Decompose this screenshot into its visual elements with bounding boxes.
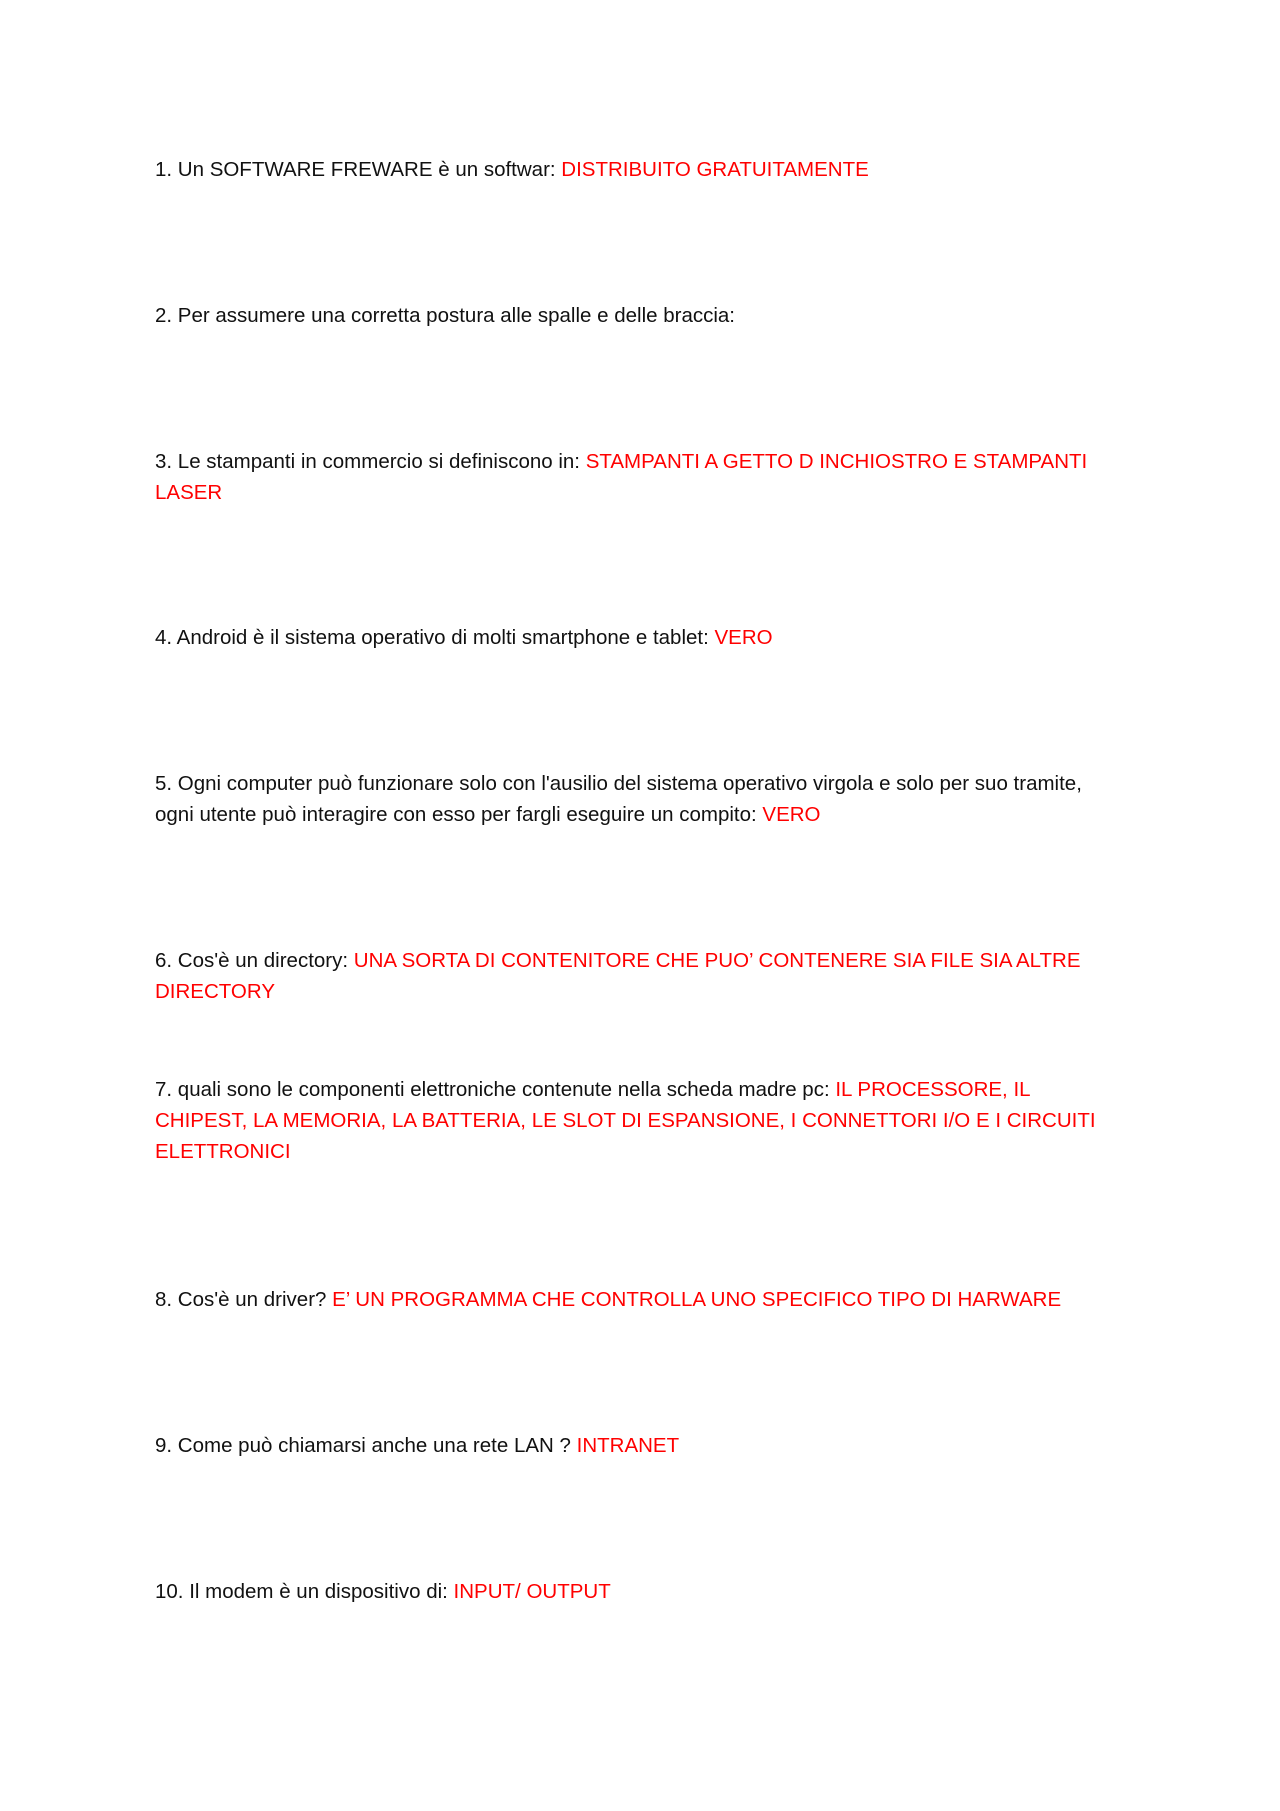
answer-1-text: DISTRIBUITO GRATUITAMENTE bbox=[561, 158, 869, 181]
question-2-text: 2. Per assumere una corretta postura alle spalle e delle braccia: bbox=[155, 304, 736, 327]
answer-4-text: VERO bbox=[714, 626, 773, 649]
question-8 bbox=[155, 1284, 1105, 1315]
question-5 bbox=[155, 768, 1105, 830]
question-9-text: 9. Come può chiamarsi anche una rete LAN ? bbox=[155, 1434, 577, 1457]
question-10-text: 10. Il modem è un dispositivo di: bbox=[155, 1580, 454, 1603]
question-5-text: 5. Ogni computer può funzionare solo con l'ausilio del sistema operativo virgola e solo per suo tramite, ogni utente può interagire con esso per fargli eseguire un compito: bbox=[155, 772, 1082, 826]
answer-9-text: INTRANET bbox=[576, 1434, 680, 1457]
question-7-text: 7. quali sono le componenti elettroniche contenute nella scheda madre pc: bbox=[155, 1078, 836, 1101]
answer-6-text: UNA SORTA DI CONTENITORE CHE PUO’ CONTENERE SIA FILE SIA ALTRE DIRECTORY bbox=[155, 949, 1081, 1003]
question-1 bbox=[155, 154, 1105, 185]
question-4 bbox=[155, 622, 1105, 653]
question-6 bbox=[155, 945, 1105, 1007]
question-2 bbox=[155, 300, 1105, 331]
question-7 bbox=[155, 1074, 1105, 1167]
question-10 bbox=[155, 1576, 1105, 1607]
question-1-text: 1. Un SOFTWARE FREWARE è un softwar: bbox=[155, 158, 562, 181]
question-9 bbox=[155, 1430, 1105, 1461]
answer-7-text: IL PROCESSORE, IL CHIPEST, LA MEMORIA, LA BATTERIA, LE SLOT DI ESPANSIONE, I CONNETTORI I/O E I CIRCUITI ELETTRONICI bbox=[155, 1078, 1096, 1163]
question-6-text: 6. Cos'è un directory: bbox=[155, 949, 354, 972]
answer-3-text: STAMPANTI A GETTO D INCHIOSTRO E STAMPANTI LASER bbox=[155, 450, 1088, 504]
answer-8-text: E’ UN PROGRAMMA CHE CONTROLLA UNO SPECIFICO TIPO DI HARWARE bbox=[332, 1288, 1062, 1311]
answer-5-text: VERO bbox=[762, 803, 821, 826]
question-4-text: 4. Android è il sistema operativo di molti smartphone e tablet: bbox=[155, 626, 715, 649]
question-3 bbox=[155, 446, 1105, 508]
question-3-text: 3. Le stampanti in commercio si definiscono in: bbox=[155, 450, 586, 473]
answer-10-text: INPUT/ OUTPUT bbox=[453, 1580, 611, 1603]
question-8-text: 8. Cos'è un driver? bbox=[155, 1288, 333, 1311]
